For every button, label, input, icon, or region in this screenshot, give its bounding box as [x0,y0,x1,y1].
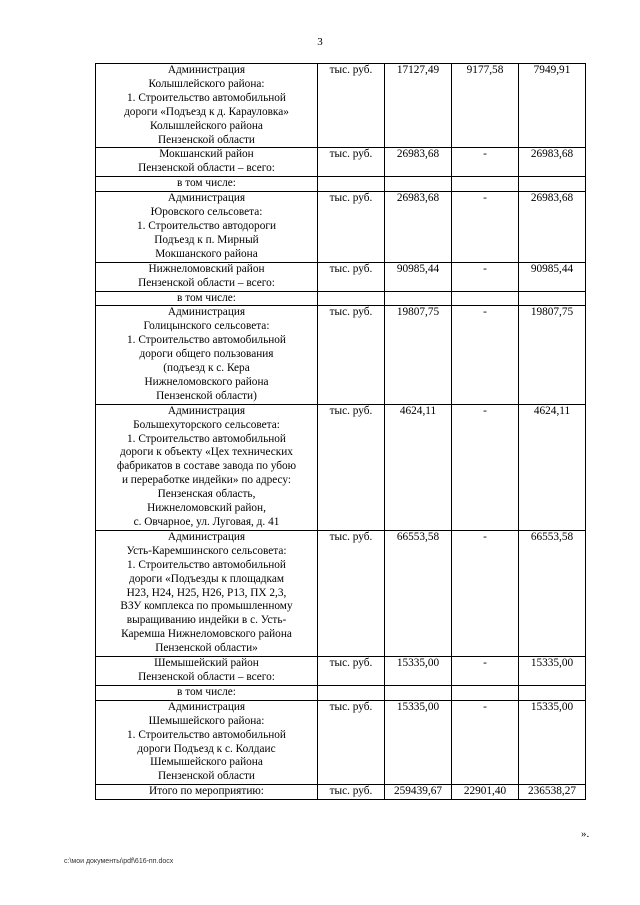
total-value-cell: 4624,11 [385,404,452,530]
empty-cell [318,685,385,700]
subheader-row [96,177,586,192]
description-line: Пензенской области – всего: [138,276,275,289]
description-line: дороги к объекту «Цех технических [120,446,293,459]
budget-table-body [96,64,586,800]
table-row [96,530,586,656]
unit-cell: тыс. руб. [318,700,385,784]
value-cell-2: - [452,530,519,656]
empty-cell [519,177,586,192]
description-line: фабрикатов в составе завода по убою [116,460,297,473]
unit-cell: тыс. руб. [318,148,385,177]
description-line: Пензенской области [158,133,255,146]
description-line: 1. Строительство автодороги [136,219,277,232]
item-description-cell [96,148,318,177]
unit-cell: тыс. руб. [318,192,385,263]
description-line: Пензенской области [158,770,255,783]
empty-cell [385,177,452,192]
value-cell-3: 26983,68 [519,148,586,177]
total-value-cell: 66553,58 [385,530,452,656]
description-line: Большехуторского сельсовета: [133,418,280,431]
empty-cell [385,685,452,700]
description-line: дороги «Подъезды к площадкам [128,572,285,585]
total-value-cell: 26983,68 [385,148,452,177]
description-line: Пензенской области) [156,389,257,402]
value-cell-2: - [452,700,519,784]
empty-cell [519,685,586,700]
description-line: Каремша Нижнеломовского района [121,628,292,641]
value-cell-3: 15335,00 [519,657,586,686]
value-cell-3: 7949,91 [519,64,586,148]
total-value-cell: 15335,00 [385,657,452,686]
item-description-cell [96,64,318,148]
description-line: Пензенской области – всего: [138,670,275,683]
empty-cell [452,291,519,306]
description-line: Колышлейского района [150,119,263,132]
value-cell-2: - [452,262,519,291]
description-line: Подъезд к п. Мирный [154,233,259,246]
district-total-row [96,148,586,177]
subheader-row [96,291,586,306]
description-line: Нижнеломовский район [148,262,265,275]
description-line: Пензенской области» [155,642,258,655]
empty-cell [452,685,519,700]
district-total-row [96,657,586,686]
description-line: Итого по мероприятию: [149,785,264,798]
value-cell-2: 22901,40 [452,785,519,800]
value-cell-3: 15335,00 [519,700,586,784]
value-cell-2: - [452,404,519,530]
value-cell-2: - [452,192,519,263]
description-line: Шемышейский район [154,657,259,670]
unit-cell: тыс. руб. [318,404,385,530]
description-line: 1. Строительство автомобильной [127,558,286,571]
empty-cell [452,177,519,192]
unit-cell: тыс. руб. [318,657,385,686]
description-line: Администрация [167,404,246,417]
description-line: Мокшанский район [159,148,254,161]
description-line: Шемышейского района: [148,714,265,727]
description-line: Шемышейского района [150,756,263,769]
unit-cell: тыс. руб. [318,262,385,291]
value-cell-3: 19807,75 [519,306,586,404]
subheader-label: в том числе: [96,177,318,192]
description-line: дороги «Подъезд к д. Карауловка» [124,105,289,118]
grand-total-row [96,785,586,800]
empty-cell [519,291,586,306]
description-line: Мокшанского района [155,247,258,260]
unit-cell: тыс. руб. [318,64,385,148]
budget-table [95,63,586,800]
description-line: Нижнеломовский район, [147,502,266,515]
description-line: 1. Строительство автомобильной [127,728,286,741]
description-line: (подъезд к с. Кера [163,362,250,375]
value-cell-3: 66553,58 [519,530,586,656]
value-cell-2: - [452,306,519,404]
description-line: и переработке индейки» по адресу: [121,474,292,487]
value-cell-3: 90985,44 [519,262,586,291]
description-line: выращиванию индейки в с. Усть- [126,614,287,627]
value-cell-3: 236538,27 [519,785,586,800]
description-line: Администрация [167,700,246,713]
value-cell-2: - [452,148,519,177]
description-line: дороги Подъезд к с. Колдаис [137,742,276,755]
subheader-label: в том числе: [96,685,318,700]
description-line: Усть-Каремшинского сельсовета: [126,544,287,557]
description-line: Колышлейского района: [148,77,265,90]
table-row [96,64,586,148]
description-line: Нижнеломовского района [144,375,269,388]
empty-cell [385,291,452,306]
description-line: 1. Строительство автомобильной [127,334,286,347]
item-description-cell [96,785,318,800]
description-line: ВЗУ комплекса по промышленному [120,600,293,613]
description-line: Администрация [167,192,246,205]
description-line: Пензенской области – всего: [138,162,275,175]
total-value-cell: 259439,67 [385,785,452,800]
item-description-cell [96,404,318,530]
unit-cell: тыс. руб. [318,530,385,656]
description-line: дороги общего пользования [139,348,274,361]
table-row [96,192,586,263]
table-row [96,700,586,784]
document-file-path: c:\мои документы\pdf\616-пп.docx [64,858,174,865]
description-line: Голицынского сельсовета: [143,320,270,333]
empty-cell [318,291,385,306]
total-value-cell: 90985,44 [385,262,452,291]
total-value-cell: 19807,75 [385,306,452,404]
description-line: 1. Строительство автомобильной [127,91,286,104]
value-cell-3: 4624,11 [519,404,586,530]
description-line: Администрация [167,64,246,76]
value-cell-2: - [452,657,519,686]
description-line: Н23, Н24, Н25, Н26, Р13, ПХ 2,3, [126,586,287,599]
total-value-cell: 15335,00 [385,700,452,784]
subheader-row [96,685,586,700]
item-description-cell [96,657,318,686]
total-value-cell: 17127,49 [385,64,452,148]
item-description-cell [96,700,318,784]
page-number: 3 [317,36,323,48]
value-cell-3: 26983,68 [519,192,586,263]
description-line: Администрация [167,306,246,319]
description-line: Пензенская область, [157,488,256,501]
description-line: Юровского сельсовета: [150,206,263,219]
unit-cell: тыс. руб. [318,785,385,800]
closing-quote-mark: ». [581,828,590,840]
item-description-cell [96,530,318,656]
unit-cell: тыс. руб. [318,306,385,404]
district-total-row [96,262,586,291]
total-value-cell: 26983,68 [385,192,452,263]
item-description-cell [96,262,318,291]
value-cell-2: 9177,58 [452,64,519,148]
table-row [96,404,586,530]
subheader-label: в том числе: [96,291,318,306]
description-line: Администрация [167,530,246,543]
item-description-cell [96,192,318,263]
item-description-cell [96,306,318,404]
table-row [96,306,586,404]
description-line: 1. Строительство автомобильной [127,432,286,445]
description-line: с. Овчарное, ул. Луговая, д. 41 [133,516,280,528]
empty-cell [318,177,385,192]
